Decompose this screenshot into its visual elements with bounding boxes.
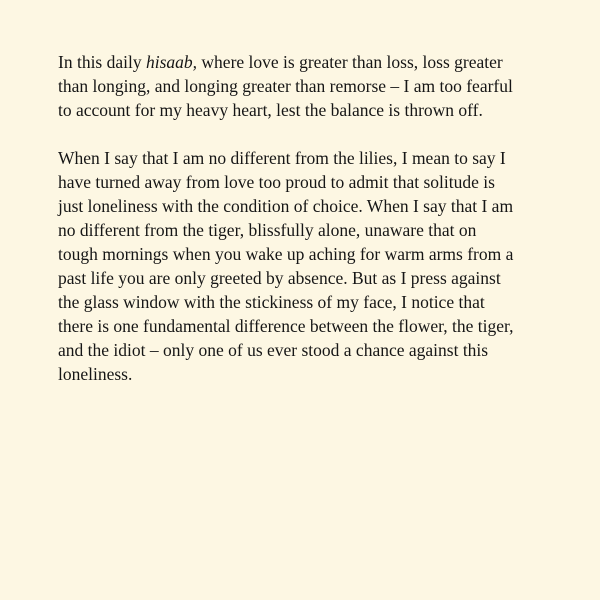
paragraph-2 (58, 146, 558, 386)
text-line: no different from the tiger, blissfully alone, unaware that on (58, 220, 477, 240)
italic-word: hisaab, (145, 52, 198, 72)
text-line: the glass window with the stickiness of my face, I notice that (58, 292, 485, 312)
document-page (58, 50, 558, 410)
text-line: to account for my heavy heart, lest the balance is thrown off. (58, 100, 483, 120)
text-line: than longing, and longing greater than remorse – I am too fearful (58, 76, 513, 96)
text-line: tough mornings when you wake up aching for warm arms from a (58, 244, 514, 264)
text-line: past life you are only greeted by absence. But as I press against (58, 268, 501, 288)
text-line: there is one fundamental difference between the flower, the tiger, (58, 316, 514, 336)
text-line: have turned away from love too proud to admit that solitude is (58, 172, 495, 192)
line-text: where love is greater than loss, loss greater (197, 52, 503, 72)
text-line: and the idiot – only one of us ever stood a chance against this (58, 340, 489, 360)
line-text: In this daily (58, 52, 146, 72)
text-line: loneliness. (58, 364, 133, 384)
paragraph-1 (58, 50, 558, 122)
text-line: just loneliness with the condition of choice. When I say that I am (58, 196, 514, 216)
text-line: When I say that I am no different from the lilies, I mean to say I (58, 148, 506, 168)
text-line (58, 50, 558, 74)
